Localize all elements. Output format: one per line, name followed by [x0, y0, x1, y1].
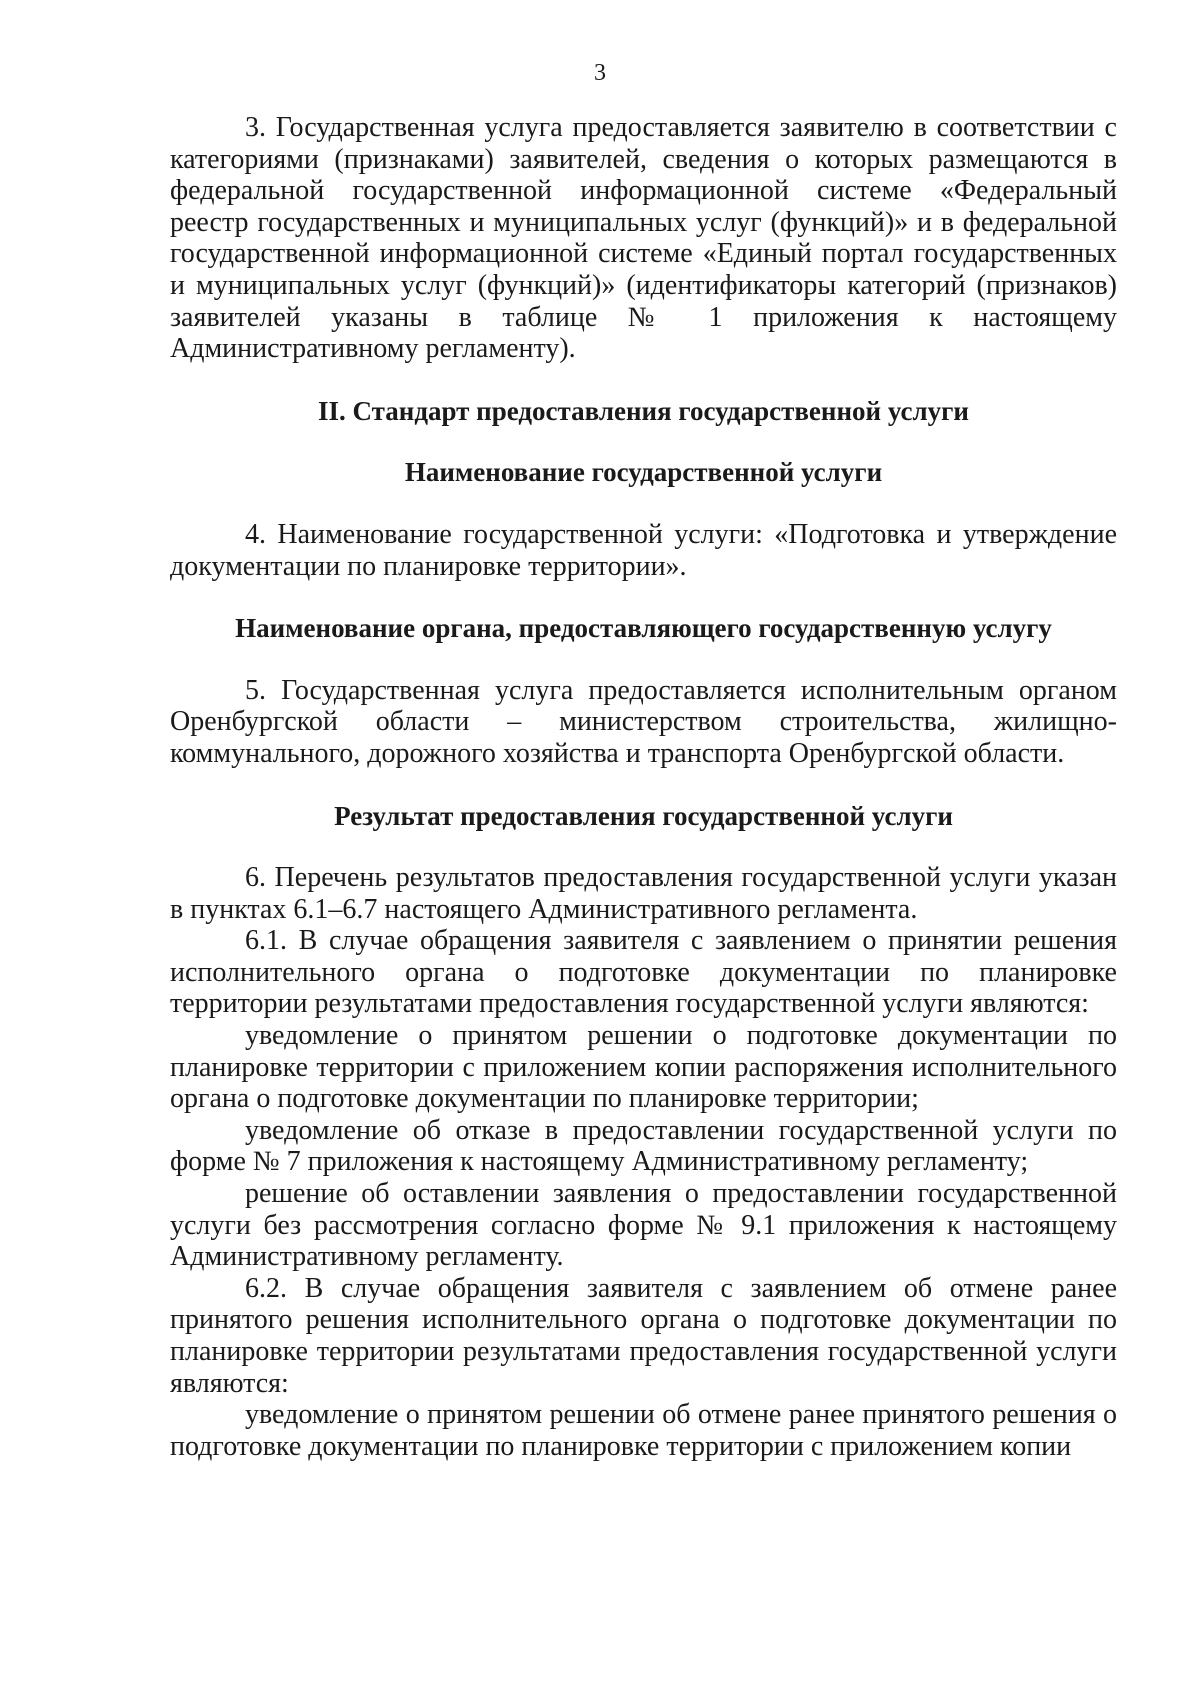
paragraph-6-1-notice-refusal: уведомление об отказе в предоставлении государственной услуги по форме № 7 приложения к настоящему Административному регламенту;: [170, 1114, 1117, 1178]
heading-result: Результат предоставления государственной услуги: [334, 800, 953, 831]
paragraph-6-2: 6.2. В случае обращения заявителя с заявлением об отмене ранее принятого решения исполнительного органа о подготовке документации по планировке территории результатами предоставления государственной услуги являются:: [170, 1272, 1117, 1399]
heading-service-name: Наименование государственной услуги: [404, 457, 883, 488]
paragraph-5: 5. Государственная услуга предоставляется исполнительным органом Оренбургской области – министерством строительства, жилищно-коммунального, дорожного хозяйства и транспорта Оренбургской области.: [170, 674, 1117, 769]
paragraph-6-1-no-consideration: решение об оставлении заявления о предоставлении государственной услуги без рассмотрения согласно форме № 9.1 приложения к настоящему Административному регламенту.: [170, 1178, 1117, 1273]
paragraph-3: 3. Государственная услуга предоставляется заявителю в соответствии с категориями (признаками) заявителей, сведения о которых размещаются в федеральной государственной информационной системе «Федеральный реестр государственных и муниципальных услуг (функций)» и в федеральной государственной информационной системе «Единый портал государственных и муниципальных услуг (функций)» (идентификаторы категорий (признаков) заявителей указаны в таблице № 1 приложения к настоящему Административному регламенту).: [170, 112, 1117, 365]
heading-authority-name: Наименование органа, предоставляющего государственную услугу: [235, 613, 1052, 644]
paragraph-6: 6. Перечень результатов предоставления государственной услуги указан в пунктах 6.1–6.7 настоящего Административного регламента.: [170, 862, 1117, 925]
paragraph-6-1: 6.1. В случае обращения заявителя с заявлением о принятии решения исполнительного органа о подготовке документации по планировке территории результатами предоставления государственной услуги являются:: [170, 925, 1117, 1020]
paragraph-6-2-notice-cancel: уведомление о принятом решении об отмене ранее принятого решения о подготовке документации по планировке территории с приложением копии: [170, 1399, 1117, 1462]
page-number: 3: [594, 60, 606, 86]
paragraph-4: 4. Наименование государственной услуги: «Подготовка и утверждение документации по планировке территории».: [170, 518, 1117, 582]
document-body: [170, 112, 1117, 1462]
section-heading-standard: II. Стандарт предоставления государственной услуги: [318, 395, 969, 426]
paragraph-6-1-notice-decision: уведомление о принятом решении о подготовке документации по планировке территории с приложением копии распоряжения исполнительного органа о подготовке документации по планировке территории;: [170, 1020, 1117, 1115]
